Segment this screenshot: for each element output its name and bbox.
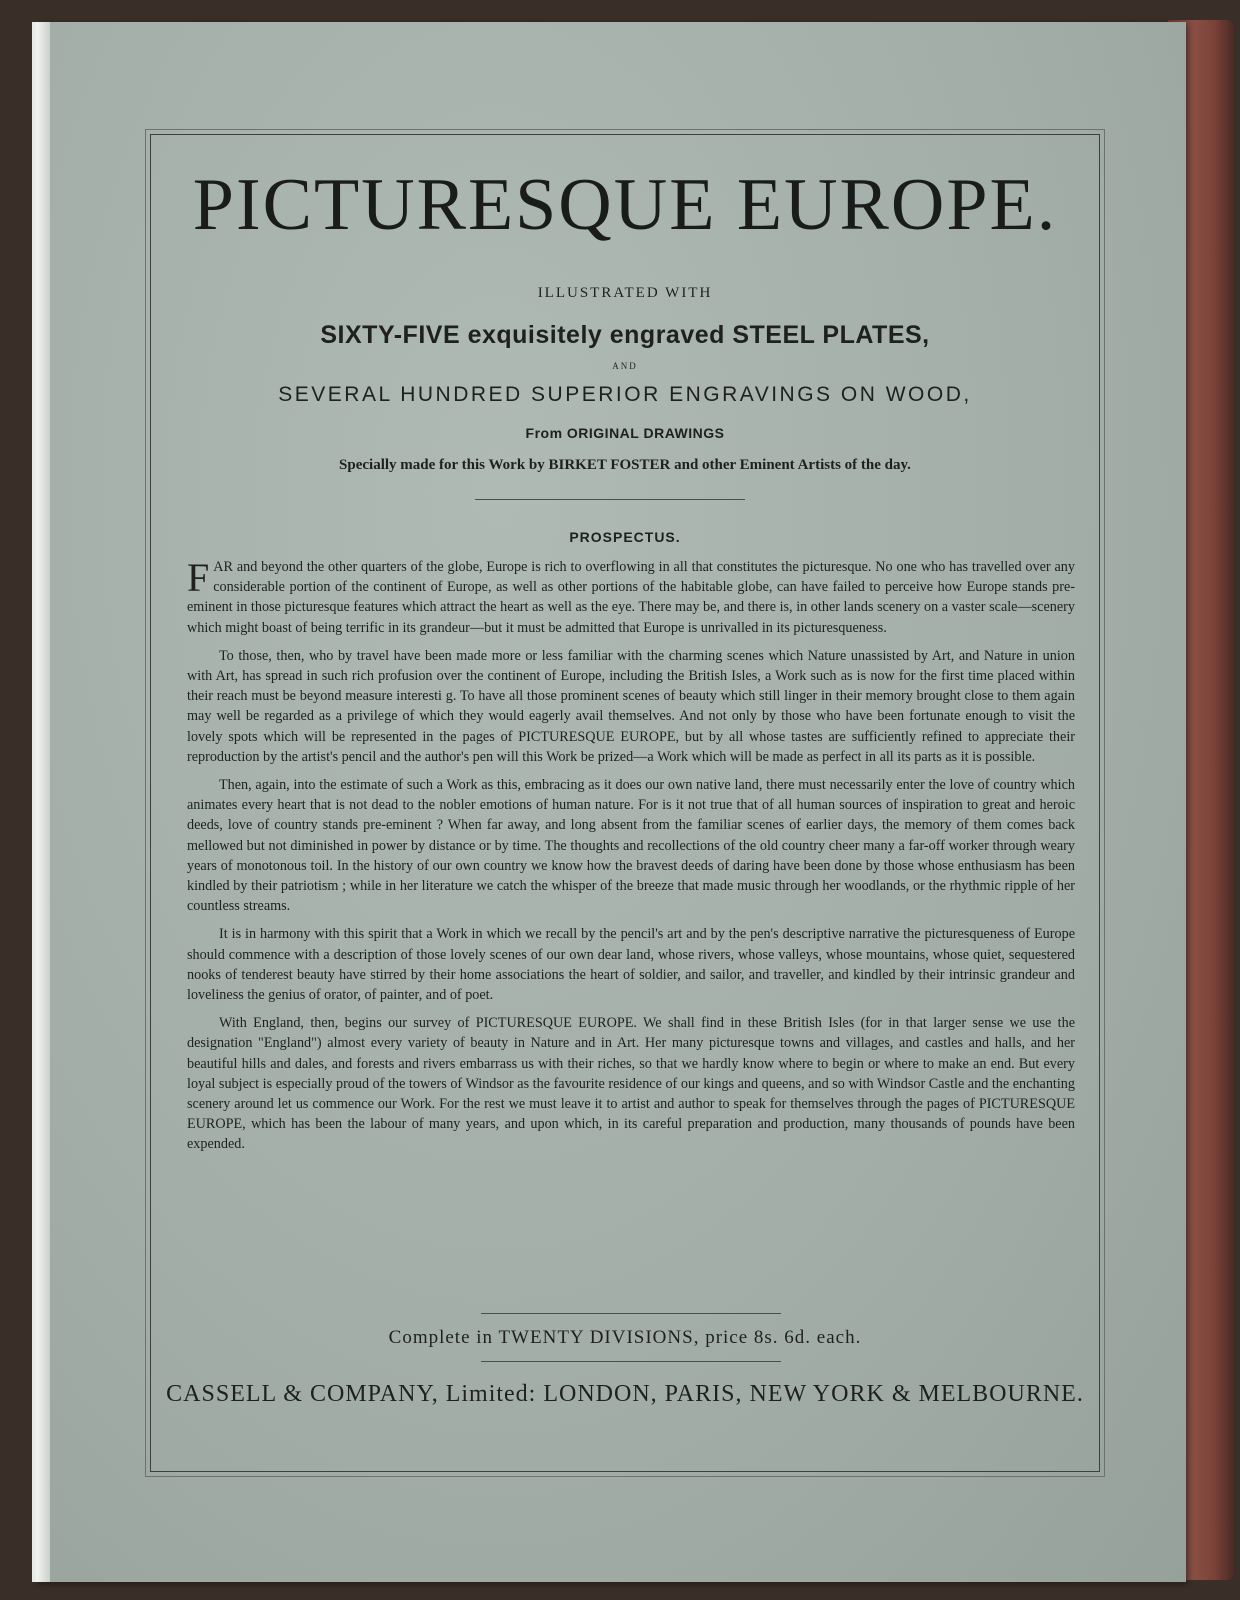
- prospectus-heading: PROSPECTUS.: [569, 529, 681, 545]
- artists-line: Specially made for this Work by BIRKET FOSTER and other Eminent Artists of the day.: [339, 457, 911, 473]
- illustrated-with-line: ILLUSTRATED WITH: [537, 285, 713, 301]
- divisions-price-line: Complete in TWENTY DIVISIONS, price 8s. 6d. each.: [388, 1327, 862, 1348]
- prospectus-body: [187, 557, 1075, 1163]
- divider-bottom: [481, 1361, 781, 1362]
- divider-top: [475, 499, 745, 500]
- paragraph-2: To those, then, who by travel have been made more or less familiar with the charming scenes which Nature unassisted by Art, and Nature in union with Art, has spread in such rich profusion over the continent of Europe, including the British Isles, a Work such as is now for the first time placed within their reach must be beyond measure interesti g. To have all those prominent scenes of beauty which still linger in their memory brought close to them again may well be regarded as a privilege of which they would eagerly avail themselves. And not only by those who have been fortunate enough to visit the lovely spots which will be represented in the pages of PICTURESQUE EUROPE, but by all whose tastes are sufficiently refined to appreciate their reproduction by the artist's pencil and the author's pen will this Work be prized—a Work which will be made as perfect in all its parts as it is possible.: [187, 647, 1075, 765]
- paragraph-5: With England, then, begins our survey of PICTURESQUE EUROPE. We shall find in these British Isles (for in that larger sense we use the designation "England") almost every variety of beauty in Nature and in Art. Her many picturesque towns and villages, and castles and halls, and her beautiful hills and dales, and forests and rivers embarrass us with their riches, so that we hardly know where to begin or where to make an end. But every loyal subject is especially proud of the towers of Windsor as the favourite residence of our kings and queens, and so with Windsor Castle and the enchanting scenery around let us commence our Work. For the rest we must leave it to artist and author to speak for themselves through the pages of PICTURESQUE EUROPE, which has been the labour of many years, and upon which, in its careful preparation and production, many thousands of pounds have been expended.: [187, 1015, 1075, 1153]
- prospectus-frame: [150, 134, 1100, 1472]
- drop-cap: F: [187, 555, 210, 600]
- wood-engravings-line: SEVERAL HUNDRED SUPERIOR ENGRAVINGS ON WOOD,: [278, 383, 972, 406]
- paragraph-1-text: AR and beyond the other quarters of the globe, Europe is rich to overflowing in all that constitutes the picturesque. No one who has travelled over any considerable portion of the continent of Europe, as well as other portions of the habitable globe, can have failed to perceive how Europe stands pre-eminent in those picturesque features which attract the heart as well as the eye. There may be, and there is, in other lands scenery on a vaster scale—scenery which might boast of being terrific in its grandeur—but it must be admitted that Europe is unrivalled in its picturesqueness.: [187, 559, 1075, 636]
- page-edge: [36, 22, 50, 1582]
- divider-middle: [481, 1313, 781, 1314]
- and-line: AND: [612, 361, 638, 371]
- publisher-line: CASSELL & COMPANY, Limited: LONDON, PARIS, NEW YORK & MELBOURNE.: [166, 1381, 1084, 1407]
- paragraph-4: It is in harmony with this spirit that a Work in which we recall by the pencil's art and by the pen's descriptive narrative the picturesqueness of Europe should commence with a description of those lovely scenes of our own dear land, whose rivers, whose valleys, whose mountains, whose quiet, sequestered nooks of tenderest beauty have stirred by their home associations the heart of soldier, and sailor, and traveller, and kindled by their intrinsic grandeur and loveliness the genius of orator, of painter, and of poet.: [187, 926, 1075, 1004]
- original-drawings-line: From ORIGINAL DRAWINGS: [525, 425, 725, 441]
- paragraph-1: [187, 557, 1075, 638]
- paragraph-3: Then, again, into the estimate of such a Work as this, embracing as it does our own native land, there must necessarily enter the love of country which animates every heart that is not dead to the nobler emotions of human nature. For is it not true that of all human sources of inspiration to great and heroic deeds, love of country stands pre-eminent ? When far away, and long absent from the familiar scenes of earlier days, the memory of them comes back mellowed but not diminished in power by distance or by time. The thoughts and recollections of the old country cheer many a far-off worker through weary years of monotonous toil. In the history of our own country we know how the bravest deeds of daring have been done by those whose enthusiasm has been kindled by their patriotism ; while in her literature we catch the whisper of the breeze that made music through her woodlands, or the rhythmic ripple of her countless streams.: [187, 777, 1075, 915]
- steel-plates-line: SIXTY-FIVE exquisitely engraved STEEL PLATES,: [320, 321, 930, 349]
- page-title: PICTURESQUE EUROPE.: [192, 164, 1058, 246]
